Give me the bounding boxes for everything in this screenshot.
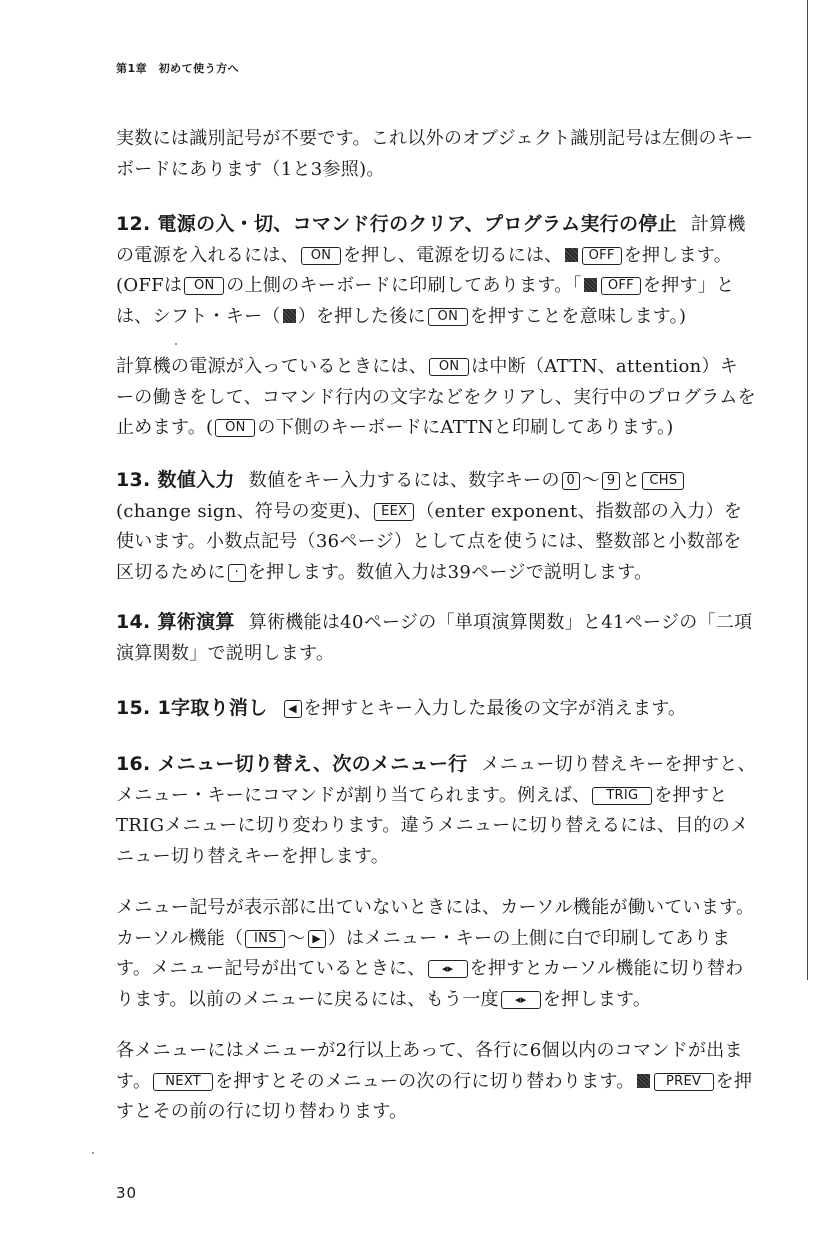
next-key: NEXT: [153, 1073, 213, 1091]
section-14-heading: 14. 算術演算: [116, 611, 235, 633]
running-head: 第1章 初めて使う方へ: [116, 62, 240, 75]
section-13-text-4: (change sign、符号の変更)、: [116, 500, 373, 522]
section-16-text-1: メニュー切り替えキーを押すと、メニュー・キーにコマンドが割り当てられます。例えば、: [116, 754, 756, 806]
rows-text-2: を押すとそのメニューの次の行に切り替わります。: [215, 1070, 635, 1092]
speck: [92, 1152, 94, 1154]
section-16-cursor-paragraph: [116, 893, 756, 1015]
section-12-text-7: を押すことを意味します。): [469, 305, 687, 327]
section-12-text-6: ）を押した後に: [297, 305, 426, 327]
section-14-text: 算術機能は40ページの「単項演算関数」と41ページの「二項演算関数」で説明します。: [116, 612, 753, 664]
intro-text: 実数には識別記号が不要です。これ以外のオブジェクト識別記号は左側のキーボードにあります（1と3参照)。: [116, 128, 754, 180]
zero-key: 0: [562, 472, 580, 490]
intro-paragraph: [116, 124, 756, 185]
page-number: 30: [116, 1184, 138, 1202]
section-12-text-2: を押し、電源を切るには、: [343, 244, 563, 266]
page-edge-line: [807, 0, 808, 980]
nine-key: 9: [602, 472, 620, 490]
section-12-text-3: を押します。(OFFは: [116, 244, 733, 296]
section-15: [116, 693, 756, 725]
section-12-text-4: の上側のキーボードに印刷してあります。「: [226, 275, 582, 296]
section-12-text-5: を押す」とは、シフト・キー（: [116, 275, 735, 327]
section-12-text-1: 計算機の電源を入れるには、: [116, 214, 746, 266]
on-key: ON: [301, 247, 341, 265]
on-key: ON: [428, 308, 468, 326]
section-13-heading: 13. 数値入力: [116, 469, 235, 491]
section-16-text-2: を押すとTRIGメニューに切り変わります。違うメニューに切り替えるには、目的のメニュー切り替えキーを押します。: [116, 784, 749, 867]
on-key: ON: [215, 419, 255, 437]
attn-text-1: 計算機の電源が入っているときには、: [116, 356, 428, 377]
trig-key: TRIG: [592, 787, 652, 805]
shift-key-icon: [584, 278, 597, 292]
attn-text-3: の下側のキーボードにATTNと印刷してあります。): [257, 417, 674, 438]
shift-key-icon: [283, 309, 296, 323]
ins-key: INS: [245, 930, 285, 948]
chs-key: CHS: [642, 472, 684, 490]
cursor-toggle-key: ◂▸: [501, 991, 541, 1009]
section-13-text-and: と: [622, 470, 641, 491]
eex-key: EEX: [374, 503, 414, 521]
section-12-attn-paragraph: [116, 352, 756, 444]
cursor-text-3: ）はメニュー・キーの上側に白で印刷してあります。メニュー記号が出ているときに、: [116, 927, 731, 979]
prev-key: PREV: [654, 1073, 714, 1091]
section-13-text-1: 数値をキー入力するには、数字キーの: [248, 470, 560, 491]
section-12: [116, 209, 756, 332]
cursor-text-1: メニュー記号が表示部に出ていないときには、カーソル機能が働いています。カーソル機能（: [116, 897, 755, 949]
section-13: [116, 465, 756, 588]
right-arrow-key: ▶: [308, 930, 326, 948]
cursor-text-5: を押します。: [542, 988, 652, 1010]
on-key: ON: [429, 358, 469, 376]
rows-text-1: 各メニューにはメニューが2行以上あって、各行に6個以内のコマンドが出ます。: [116, 1040, 743, 1092]
attn-text-2: は中断（ATTN、attention）キーの働きをして、コマンド行内の文字などをクリアし、実行中のプログラムを止めます。(: [116, 356, 756, 438]
section-15-heading: 15. 1字取り消し: [116, 697, 268, 719]
shift-key-icon: [637, 1074, 650, 1088]
section-16-rows-paragraph: [116, 1036, 756, 1128]
off-key: OFF: [582, 247, 622, 265]
section-14: [116, 607, 756, 669]
speck: [175, 343, 177, 345]
cursor-toggle-key: ◂▸: [428, 960, 468, 978]
range-tilde: ～: [581, 470, 601, 491]
section-12-heading: 12. 電源の入・切、コマンド行のクリア、プログラム実行の停止: [116, 213, 677, 235]
section-15-text: を押すとキー入力した最後の文字が消えます。: [303, 698, 687, 719]
off-key: OFF: [601, 277, 641, 295]
section-16: [116, 749, 756, 872]
section-13-text-5: （enter exponent、指数部の入力）を使います。小数点記号（36ページ）として点を使うには、整数部と小数部を区切るために: [116, 500, 743, 583]
backspace-key: ◀: [284, 700, 302, 718]
range-tilde: ～: [287, 927, 306, 949]
shift-key-icon: [565, 248, 578, 262]
cursor-text-4: を押すとカーソル機能に切り替わります。以前のメニューに戻るには、もう一度: [116, 958, 744, 1010]
decimal-point-key: ·: [228, 564, 246, 582]
section-13-text-6: を押します。数値入力は39ページで説明します。: [247, 561, 653, 583]
section-16-heading: 16. メニュー切り替え、次のメニュー行: [116, 753, 468, 775]
rows-text-3: を押すとその前の行に切り替わります。: [116, 1070, 753, 1122]
on-key: ON: [184, 277, 224, 295]
